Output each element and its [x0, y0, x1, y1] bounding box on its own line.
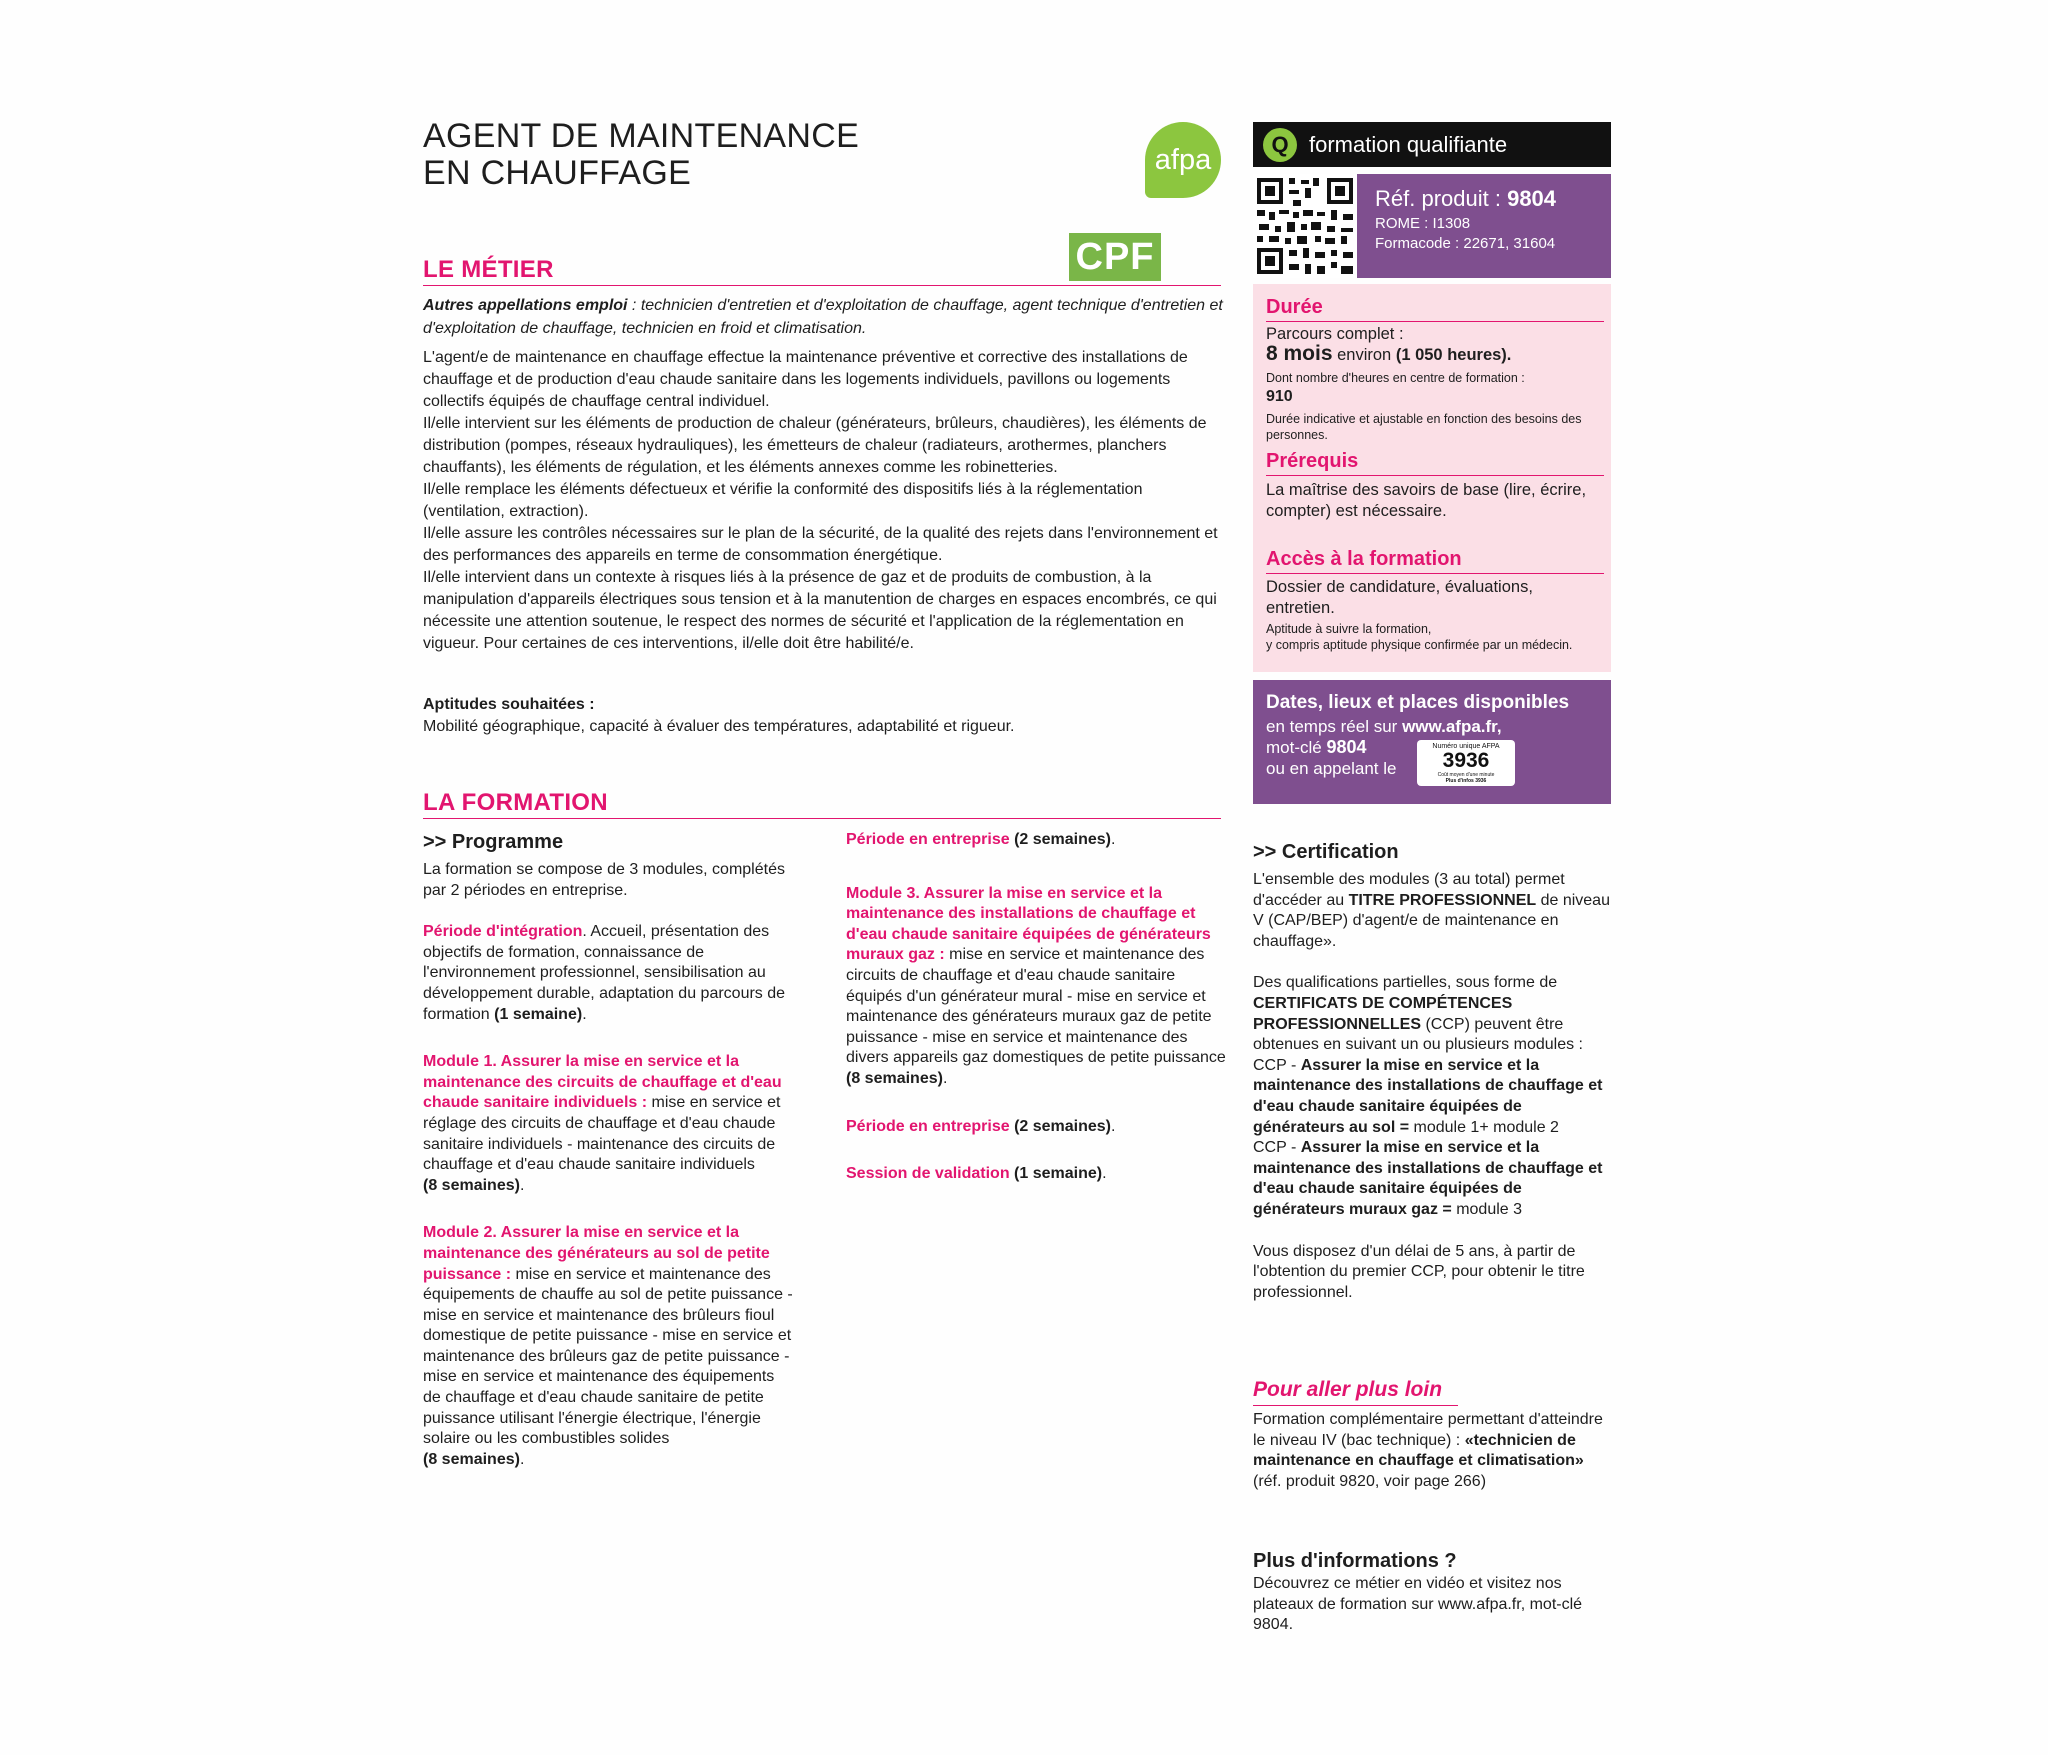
periode-entreprise-1: Période en entreprise (2 semaines). — [846, 831, 1116, 848]
plus-infos-heading: Plus d'informations ? — [1253, 1550, 1457, 1572]
certification: >> Certification L'ensemble des modules (3 au total) permet d'accéder au TITRE PROFESSIONNEL de niveau V (CAP/BEP) d'agent/e de maintenance en chauffage». Des qualifications partielles, sous forme de CERTIFICATS DE COMPÉTENCES PROFESSIONNELLES (CCP) peuvent être obtenues en suivant un ou plusieurs modules : CCP - Assurer la mise en service et la maintenance des installations de chauffage et d'eau chaude sanitaire équipées de générateurs au sol = module 1+ module 2 CCP - Assurer la mise en service et la maintenance des installations de chauffage et d'eau chaude sanitaire équipées de générateurs muraux gaz = module 3 Vous disposez d'un délai de 5 ans, à partir de l'obtention du premier CCP, pour obtenir le titre professionnel. — [1253, 838, 1615, 1303]
aptitude-note: Aptitude à suivre la formation, y compris aptitude physique confirmée par un médecin. — [1266, 622, 1573, 652]
formation-divider — [423, 818, 1221, 819]
periode-integration: Période d'intégration. Accueil, présentation des objectifs de formation, connaissance de l'environnement professionnel, sensibilisation au développement durable, adaptation du parcours de formation (1 semaine). — [423, 923, 786, 1023]
cpf-badge: CPF — [1069, 233, 1161, 281]
module-3: Module 3. Assurer la mise en service et la maintenance des installations de chauffage et d'eau chaude sanitaire équipées de générateurs muraux gaz : mise en service et maintenance des circuits de chauffage et d'eau chaude sanitaire équipés d'un générateur mural - mise en service et maintenance des générateurs muraux gaz de petite puissance - mise en service et maintenance des divers appareils gaz domestiques de petite puissance (8 semaines). — [846, 884, 1226, 1087]
rome-code: ROME : I1308 — [1375, 215, 1471, 232]
dates-text: en temps réel sur www.afpa.fr, mot-clé 9804 ou en appelant le — [1266, 717, 1502, 778]
metier-description: L'agent/e de maintenance en chauffage effectue la maintenance préventive et corrective des installations de chauffage et de production d'eau chaude sanitaire dans les logements individuels, pavillons ou logements collectifs équipés de chauffage central individuel. Il/elle intervient sur les éléments de production de chaleur (générateurs, brûleurs, chaudières), les éléments de distribution (pompes, réseaux hydrauliques), les émetteurs de chaleur (radiateurs, arothermes, planchers chauffants), les éléments de régulation, et les éléments annexes comme les robinetteries. Il/elle remplace les éléments défectueux et vérifie la conformité des dispositifs liés à la réglementation (ventilation, extraction). Il/elle assure les contrôles nécessaires sur le plan de la sécurité, de la qualité des rejets dans l'environnement et des performances des appareils en terme de consommation énergétique. Il/elle intervient dans un contexte à risques liés à la présence de gaz et de produits de combustion, à la manipulation d'appareils électriques sous tension et à la manutention de charges en espaces encombrés, ce qui nécessite une attention soutenue, le respect des normes de sécurité et l'application de la réglementation en vigueur. Pour certaines de ces interventions, il/elle doit être habilité/e. — [423, 349, 1218, 652]
ref-produit: Réf. produit : 9804 — [1375, 186, 1557, 211]
periode-entreprise-2: Période en entreprise (2 semaines). — [846, 1117, 1116, 1135]
programme-column-right — [846, 830, 1226, 1185]
q-badge-icon: Q — [1263, 128, 1297, 162]
formation-title: LA FORMATION — [423, 789, 608, 816]
certification-heading: >> Certification — [1253, 841, 1399, 863]
plus-loin-text: Formation complémentaire permettant d'atteindre le niveau IV (bac technique) : «technicien de maintenance en chauffage et climatisation» (réf. produit 9820, voir page 266) — [1253, 1411, 1603, 1490]
programme-column-left: >> Programme La formation se compose de 3 modules, complétés par 2 périodes en entreprise. Période d'intégration. Accueil, présentation des objectifs de formation, connaissance de l'environnement professionnel, sensibilisation au développement durable, adaptation du parcours de formation (1 semaine). Module 1. Assurer la mise en service et la maintenance des circuits de chauffage et d'eau chaude sanitaire individuels : mise en service et réglage des circuits de chauffage et d'eau chaude sanitaire individuels - maintenance des circuits de chauffage et d'eau chaude sanitaire individuels (8 semaines). Module 2. Assurer la mise en service et la maintenance des générateurs au sol de petite puissance : mise en service et maintenance des équipements de chauffe au sol de petite puissance - mise en service et maintenance des brûleurs fioul domestique de petite puissance - mise en service et maintenance des brûleurs gaz de petite puissance - mise en service et maintenance des équipements de chauffage et d'eau chaude sanitaire de petite puissance utilisant l'énergie électrique, l'énergie solaire ou les combustibles solides (8 semaines). — [423, 828, 793, 1470]
module-2: Module 2. Assurer la mise en service et la maintenance des générateurs au sol de petite puissance : mise en service et maintenance des équipements de chauffe au sol de petite puissance - mise en service et maintenance des brûleurs fioul domestique de petite puissance - mise en service et maintenance des brûleurs gaz de petite puissance - mise en service et maintenance des équipements de chauffage et d'eau chaude sanitaire de petite puissance utilisant l'énergie électrique, l'énergie solaire ou les combustibles solides (8 semaines). — [423, 1224, 793, 1468]
qr-code-icon — [1253, 174, 1357, 278]
acces-text: Dossier de candidature, évaluations, entretien. — [1266, 578, 1533, 617]
formation-qualifiante-bar: Q formation qualifiante — [1253, 122, 1611, 167]
programme-heading: >> Programme — [423, 831, 564, 853]
metier-divider — [423, 285, 1221, 286]
aptitudes: Aptitudes souhaitées : Mobilité géographique, capacité à évaluer des températures, adaptabilité et rigueur. — [423, 696, 1015, 735]
plus-infos: Plus d'informations ? Découvrez ce métier en vidéo et visitez nos plateaux de formation sur www.afpa.fr, mot-clé 9804. — [1253, 1548, 1615, 1636]
reference-box — [1357, 174, 1611, 278]
prerequis-text: La maîtrise des savoirs de base (lire, écrire, compter) est nécessaire. — [1266, 481, 1587, 520]
infos-box — [1253, 284, 1611, 672]
metier-title: LE MÉTIER — [423, 256, 554, 283]
plus-loin-heading: Pour aller plus loin — [1253, 1378, 1443, 1401]
formacode: Formacode : 22671, 31604 — [1375, 235, 1556, 252]
duree-heading: Durée — [1266, 296, 1323, 318]
afpa-logo: afpa — [1145, 122, 1221, 198]
dates-heading: Dates, lieux et places disponibles — [1266, 692, 1570, 713]
phone-badge: Numéro unique AFPA 3936 Coût moyen d'une minute Plus d'infos 3936 — [1417, 740, 1515, 786]
prerequis-divider — [1266, 475, 1604, 476]
duree-content: Parcours complet : 8 mois environ (1 050 heures). Dont nombre d'heures en centre de formation : 910 Durée indicative et ajustable en fonction des besoins des personnes. — [1266, 325, 1582, 442]
page-title: AGENT DE MAINTENANCE EN CHAUFFAGE — [423, 117, 860, 192]
afpa-link[interactable]: www.afpa.fr, — [1402, 717, 1502, 736]
plus-loin-divider — [1253, 1405, 1458, 1406]
prerequis-heading: Prérequis — [1266, 450, 1359, 472]
autres-appellations: Autres appellations emploi : technicien d'entretien et d'exploitation de chauffage, agent technique d'entretien et d'exploitation de chauffage, technicien en froid et climatisation. — [423, 297, 1223, 337]
module-1: Module 1. Assurer la mise en service et la maintenance des circuits de chauffage et d'eau chaude sanitaire individuels : mise en service et réglage des circuits de chauffage et d'eau chaude sanitaire individuels - maintenance des circuits de chauffage et d'eau chaude sanitaire individuels (8 semaines). — [423, 1053, 782, 1194]
acces-divider — [1266, 573, 1604, 574]
acces-heading: Accès à la formation — [1266, 548, 1462, 570]
phone-number: 3936 — [1442, 749, 1490, 772]
session-validation: Session de validation (1 semaine). — [846, 1165, 1107, 1183]
duree-divider — [1266, 321, 1604, 322]
